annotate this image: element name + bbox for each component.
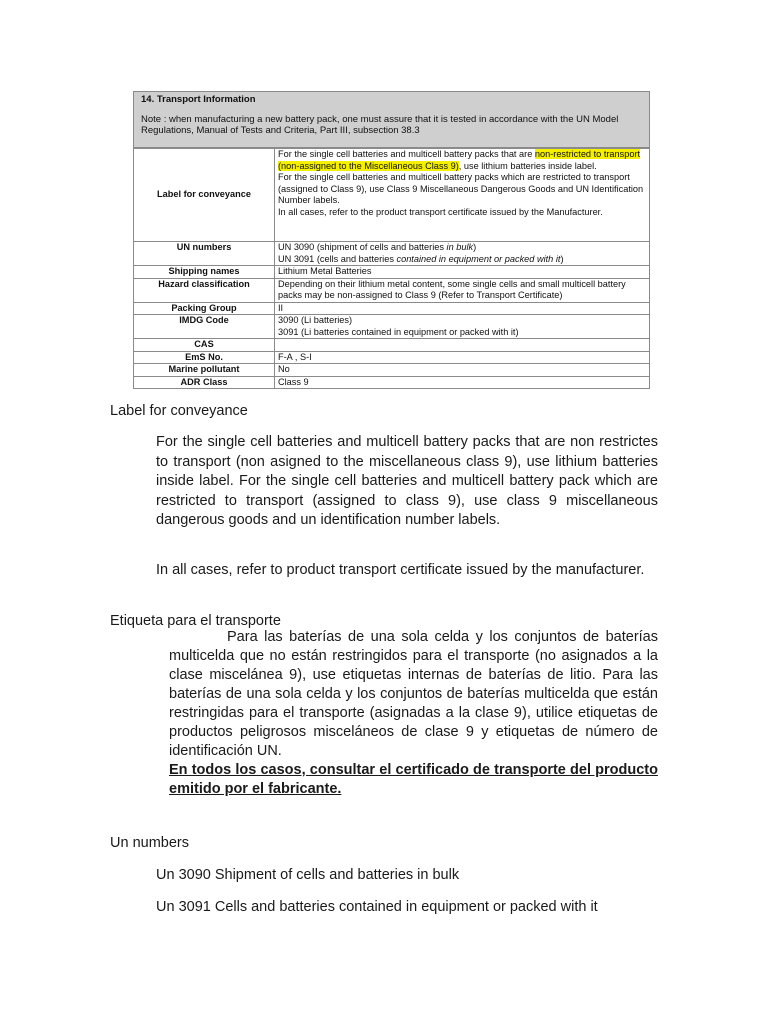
table-header (133, 91, 650, 148)
spanish-bold-note: En todos los casos, consultar el certificado de transporte del producto emitido por el fabricante. (169, 762, 658, 797)
table-row (134, 339, 650, 352)
value-text: For the single cell batteries and multicell battery packs which are restricted to transport (assigned to Class 9), use Class 9 Miscellaneous Dangerous Goods and UN Identification Number labels. (278, 172, 644, 205)
row-value: F-A , S-I (275, 351, 650, 364)
value-text: UN 3091 (cells and batteries (278, 253, 397, 264)
table-row (134, 351, 650, 364)
english-heading: Label for conveyance (110, 403, 248, 419)
table-row (134, 242, 650, 266)
row-value (275, 149, 650, 242)
table-row (134, 376, 650, 389)
spanish-heading: Etiqueta para el transporte (110, 613, 281, 629)
row-label: UN numbers (134, 242, 275, 266)
value-text: contained in equipment or packed with it (396, 253, 561, 264)
row-label: Label for conveyance (134, 149, 275, 242)
row-label: CAS (134, 339, 275, 352)
table-row (134, 278, 650, 302)
row-label: Packing Group (134, 302, 275, 315)
value-text: , use lithium batteries inside label. (458, 160, 597, 171)
table-row (134, 315, 650, 339)
row-value: II (275, 302, 650, 315)
row-label: Marine pollutant (134, 364, 275, 377)
row-value: Depending on their lithium metal content, some single cells and small multicell battery packs may be non-assigned to Class 9 (Refer to Transport Certificate) (275, 278, 650, 302)
value-text: in bulk (446, 242, 474, 252)
row-label: IMDG Code (134, 315, 275, 339)
table-row (134, 266, 650, 279)
row-label: Hazard classification (134, 278, 275, 302)
value-text: ) (473, 242, 477, 252)
row-value (275, 242, 650, 266)
row-value (275, 339, 650, 352)
row-label: ADR Class (134, 376, 275, 389)
table-row (134, 149, 650, 242)
value-text: In all cases, refer to the product transport certificate issued by the Manufacturer. (278, 206, 603, 217)
spanish-text: Para las baterías de una sola celda y los conjuntos de baterías multicelda que no están restringidos para el transporte (no asignados a la clase miscelánea 9), use etiquetas internas de baterías de litio. Para las baterías de una sola celda y los conjuntos de baterías multicelda que están restringidas para el transporte (asignadas a la clase 9), utilice etiquetas de productos peligrosos misceláneos de clase 9 y etiquetas de número de identificación UN. (169, 629, 658, 759)
value-text: For the single cell batteries and multicell battery packs that are (278, 149, 535, 159)
row-label: Shipping names (134, 266, 275, 279)
row-label: EmS No. (134, 351, 275, 364)
row-value: Class 9 (275, 376, 650, 389)
spec-table (133, 148, 650, 389)
value-text: 3091 (Li batteries contained in equipment or packed with it) (278, 326, 519, 337)
table-title: 14. Transport Information (141, 94, 256, 105)
spanish-paragraph (169, 628, 658, 799)
un-numbers-heading: Un numbers (110, 835, 189, 851)
value-text: UN 3090 (shipment of cells and batteries (278, 242, 447, 252)
value-text: ) (560, 253, 564, 264)
un-3091-line: Un 3091 Cells and batteries contained in equipment or packed with it (156, 899, 598, 915)
table-row (134, 302, 650, 315)
row-value: Lithium Metal Batteries (275, 266, 650, 279)
value-text: 3090 (Li batteries) (278, 315, 353, 325)
un-3090-line: Un 3090 Shipment of cells and batteries in bulk (156, 867, 460, 883)
row-value (275, 315, 650, 339)
row-value: No (275, 364, 650, 377)
english-paragraph-2: In all cases, refer to product transport certificate issued by the manufacturer. (156, 562, 645, 578)
english-paragraph-1: For the single cell batteries and multicell battery packs that are non restrictes to transport (non asigned to the miscellaneous class 9), use lithium batteries inside label. For the single cell batteries and multicell battery pack which are restricted to transport (assigned to class 9), use class 9 miscellaneous dangerous goods and un identification number labels. (156, 434, 658, 528)
transport-info-table (133, 91, 650, 387)
table-note: Note : when manufacturing a new battery pack, one must assure that it is tested in accordance with the UN Model Regulations, Manual of Tests and Criteria, Part III, subsection 38.3 (141, 114, 619, 136)
table-row (134, 364, 650, 377)
highlighted-text: non-restricted to transport (non-assigned to the Miscellaneous Class 9) (278, 149, 641, 171)
